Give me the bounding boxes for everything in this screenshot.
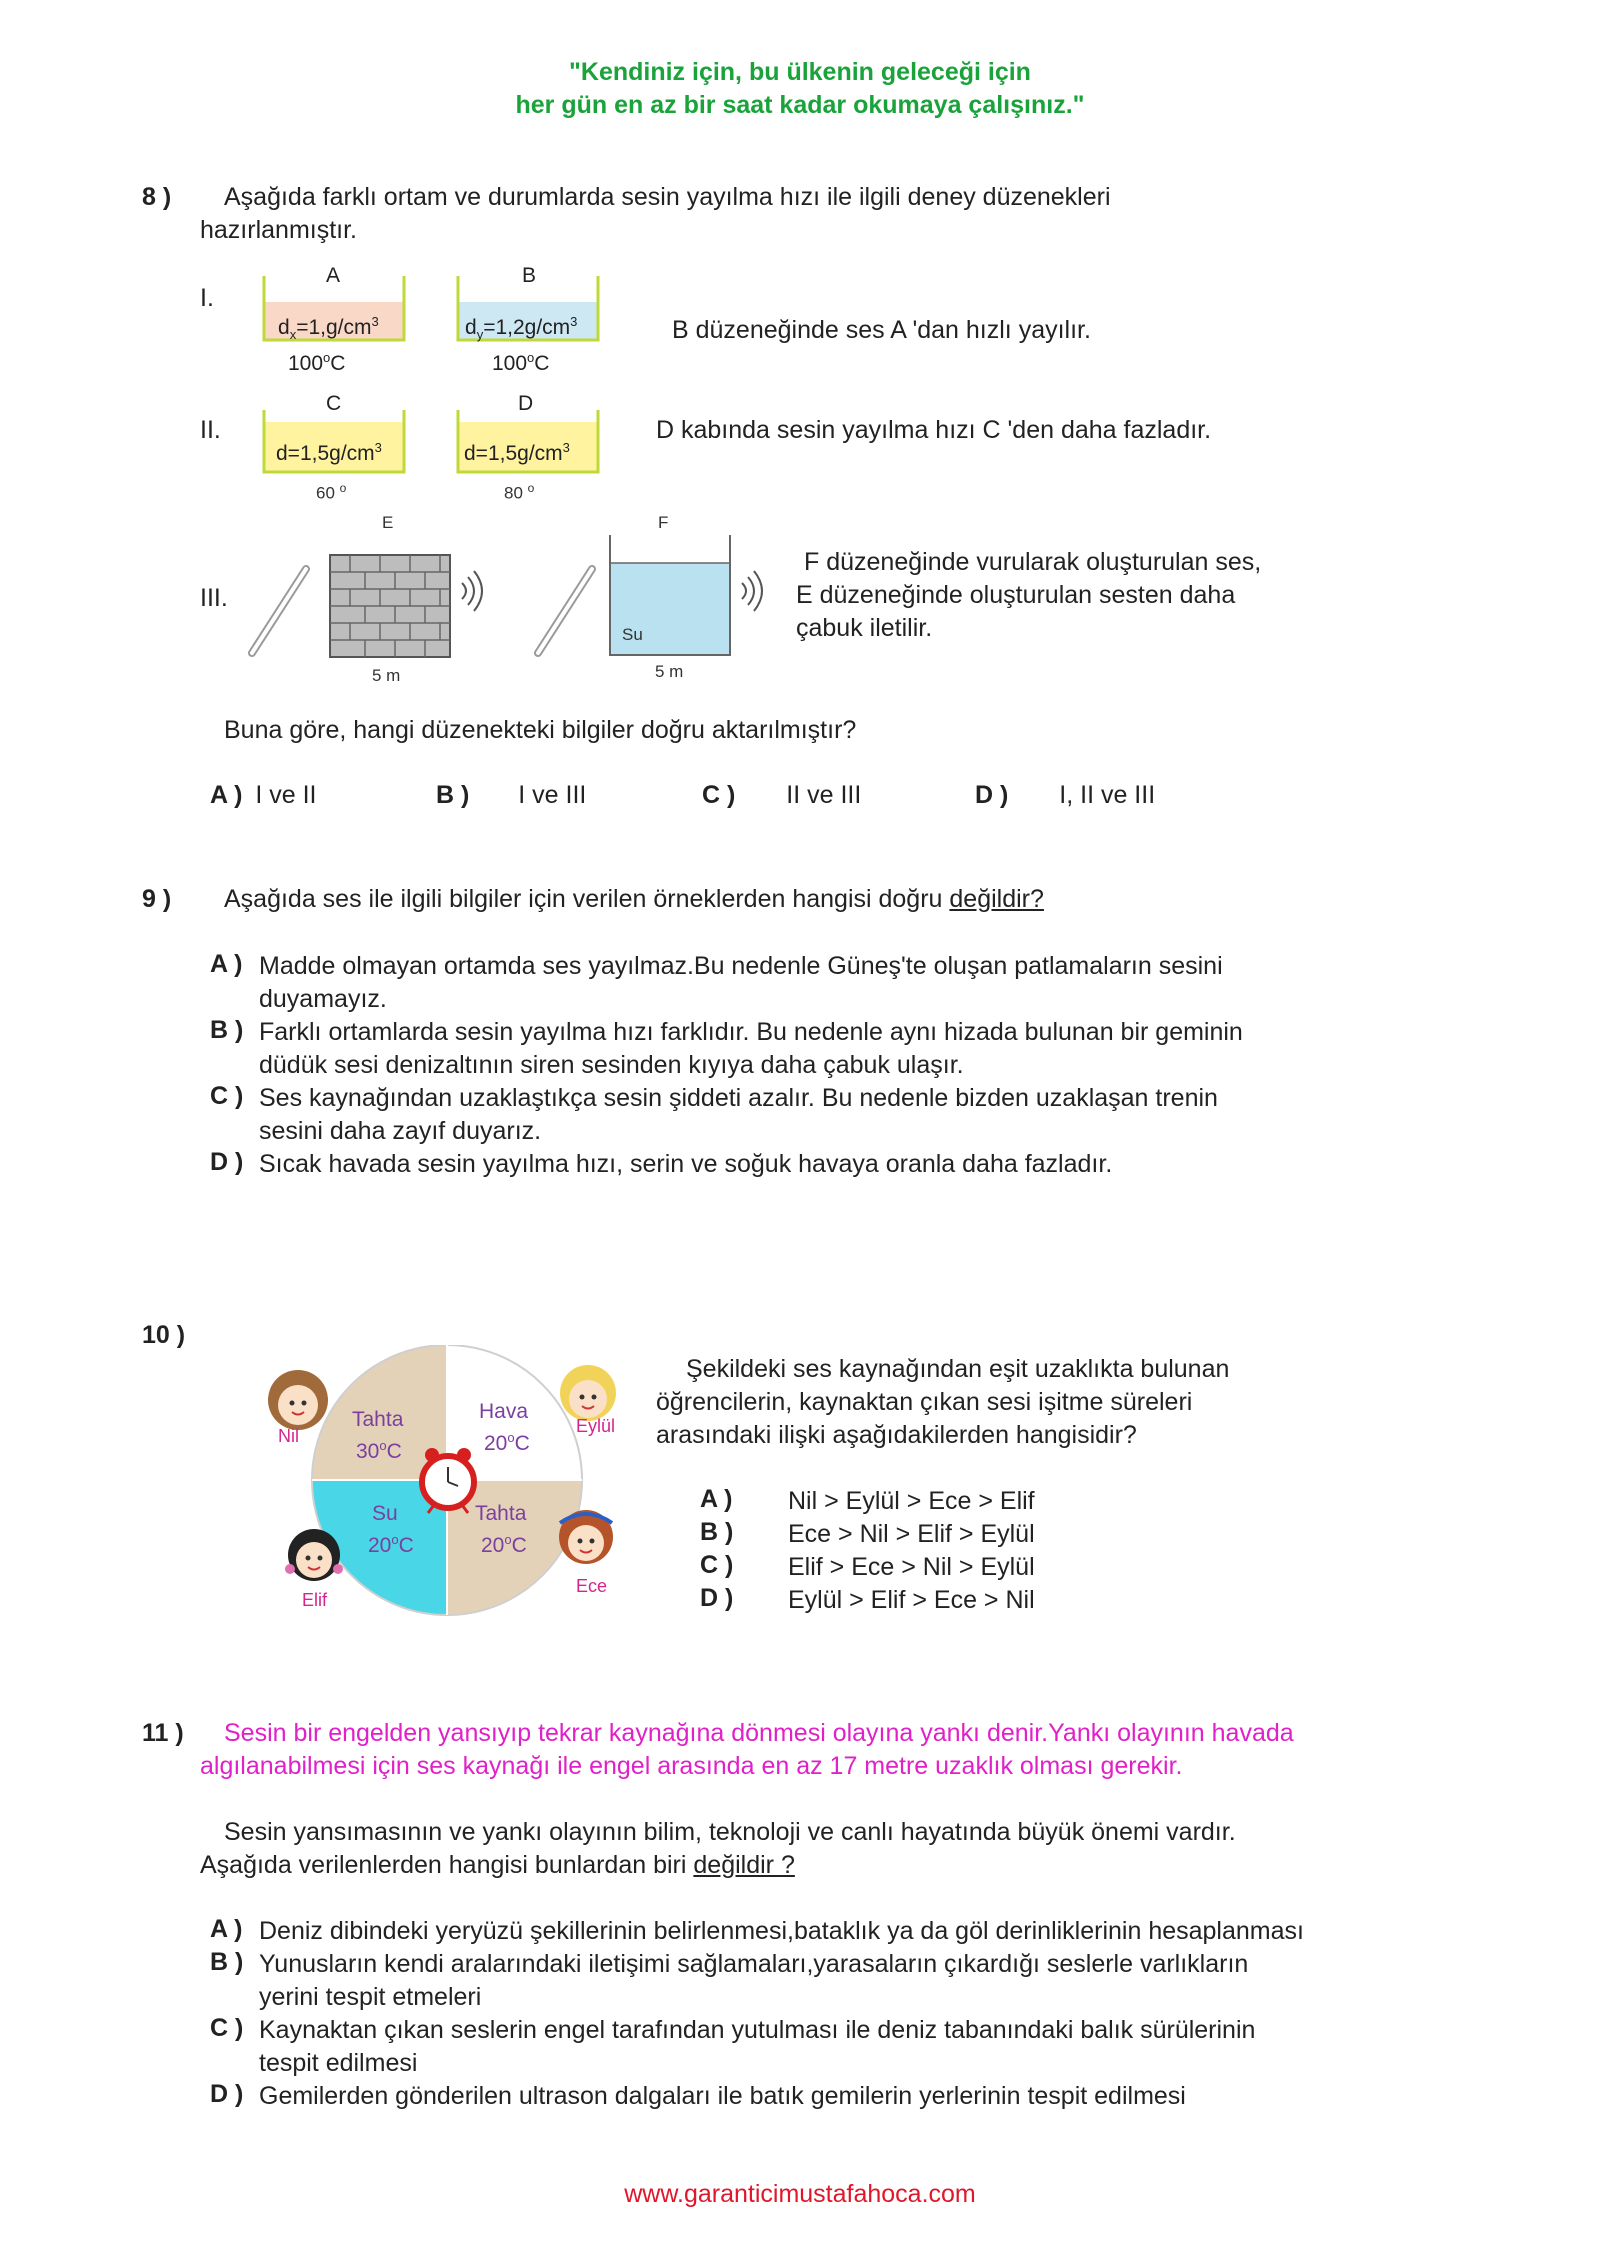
option-line-2: düdük sesi denizaltının siren sesinden kıyıya daha çabuk ulaşır. — [259, 1051, 964, 1079]
question-9-stem — [224, 883, 1044, 916]
option-label: A ) — [210, 1915, 243, 1943]
stem-underlined: değildir? — [949, 885, 1044, 913]
option-line-2: tespit edilmesi — [259, 2049, 418, 2077]
q8-option-a[interactable] — [210, 781, 317, 810]
question-11-stem-line-2 — [200, 1849, 795, 1882]
option-label: C ) — [210, 1082, 244, 1110]
mallet-e-icon — [252, 569, 306, 653]
quadrant-1-temp: 30$^o$C — [356, 1438, 402, 1463]
sound-waves-icon — [462, 571, 482, 611]
option-label: D ) — [975, 781, 1009, 809]
option-line-1: Farklı ortamlarda sesin yayılma hızı farklıdır. Bu nedenle aynı hizada bulunan bir geminin — [259, 1018, 1243, 1046]
question-11-info-line-2: algılanabilmesi için ses kaynağı ile engel arasında en az 17 metre uzaklık olması gerekir. — [200, 1752, 1183, 1780]
q10-option-a[interactable] — [700, 1485, 1200, 1518]
option-label: B ) — [700, 1518, 734, 1546]
q10-option-d[interactable] — [700, 1584, 1200, 1617]
row-1-statement: B düzeneğinde ses A 'dan hızlı yayılır. — [672, 316, 1091, 344]
row-2-statement: D kabında sesin yayılma hızı C 'den daha fazladır. — [656, 416, 1212, 444]
brick-wall-icon — [330, 555, 450, 657]
option-label: B ) — [436, 781, 470, 809]
row-3-statement-line-2: E düzeneğinde oluşturulan sesten daha — [796, 581, 1236, 609]
question-8-stem-line-1: Aşağıda farklı ortam ve durumlarda sesin yayılma hızı ile ilgili deney düzenekleri — [224, 183, 1111, 211]
row-1-roman: I. — [200, 284, 214, 312]
q8-option-d[interactable] — [975, 781, 1155, 810]
q10-figure — [250, 1345, 630, 1625]
question-11-stem-line-1: Sesin yansımasının ve yankı olayının bilim, teknoloji ve canlı hayatında büyük önemi vardır. — [224, 1818, 1236, 1846]
container-b-label: B — [522, 264, 537, 287]
q11-option-c[interactable] — [210, 2014, 1510, 2080]
question-10-stem-line-3: arasındaki ilişki aşağıdakilerden hangisidir? — [656, 1421, 1137, 1449]
mallet-f-icon — [538, 569, 592, 653]
option-label: A ) — [210, 950, 243, 978]
row-3-roman: III. — [200, 584, 228, 612]
question-10-stem-line-1: Şekildeki ses kaynağından eşit uzaklıkta bulunan — [686, 1355, 1230, 1383]
q10-option-b[interactable] — [700, 1518, 1200, 1551]
question-10-stem-line-2: öğrencilerin, kaynaktan çıkan sesi işitme süreleri — [656, 1388, 1193, 1416]
option-label: C ) — [210, 2014, 244, 2042]
student-nil-icon — [268, 1370, 328, 1430]
row-3-statement-line-1: F düzeneğinde vurularak oluşturulan ses, — [804, 548, 1262, 576]
container-a-temp: 100$^o$C — [288, 350, 346, 375]
stem-text: Aşağıda ses ile ilgili bilgiler için verilen örneklerden hangisi doğru — [224, 885, 943, 913]
student-ece-label: Ece — [576, 1576, 608, 1596]
option-label: C ) — [700, 1551, 734, 1579]
setup-e-length: 5 m — [372, 666, 401, 685]
option-text: II ve III — [786, 781, 862, 809]
quadrant-2-name: Hava — [479, 1400, 529, 1423]
q9-options — [210, 950, 1410, 1181]
quadrant-3-name: Su — [372, 1502, 398, 1525]
option-text: Eylül > Elif > Ece > Nil — [788, 1586, 1035, 1614]
option-line-1: Deniz dibindeki yeryüzü şekillerinin belirlenmesi,bataklık ya da göl derinliklerinin hesaplanması — [259, 1917, 1304, 1945]
q11-options — [210, 1915, 1510, 2113]
student-ece-icon — [559, 1510, 613, 1564]
question-8-stem-line-2: hazırlanmıştır. — [200, 216, 357, 244]
q8-option-c[interactable] — [702, 781, 861, 810]
option-text: Elif > Ece > Nil > Eylül — [788, 1553, 1035, 1581]
option-line-1: Sıcak havada sesin yayılma hızı, serin ve soğuk havaya oranla daha fazladır. — [259, 1150, 1113, 1178]
quadrant-3-temp: 20$^o$C — [368, 1532, 414, 1557]
setup-f-label: F — [658, 513, 669, 532]
container-d-temp: 80 $^o$ — [504, 481, 535, 503]
container-b-density: $d_y=1,2g/cm^3$ — [465, 314, 578, 343]
question-11-number: 11 ) — [142, 1719, 184, 1747]
row-2-roman: II. — [200, 416, 221, 444]
container-c-density: $d=1,5g/cm^3$ — [276, 440, 382, 465]
question-11-info-line-1: Sesin bir engelden yansıyıp tekrar kaynağına dönmesi olayına yankı denir.Yankı olayının havada — [224, 1719, 1294, 1747]
quadrant-4-temp: 20$^o$C — [481, 1532, 527, 1557]
q9-option-d[interactable] — [210, 1148, 1410, 1181]
option-text: Ece > Nil > Elif > Eylül — [788, 1520, 1035, 1548]
option-line-1: Gemilerden gönderilen ultrason dalgaları ile batık gemilerin yerlerinin tespit edilmesi — [259, 2082, 1186, 2110]
option-line-1: Ses kaynağından uzaklaştıkça sesin şiddeti azalır. Bu nedenle bizden uzaklaşan trenin — [259, 1084, 1218, 1112]
q9-option-b[interactable] — [210, 1016, 1410, 1082]
q11-option-b[interactable] — [210, 1948, 1510, 2014]
container-c-label: C — [326, 392, 342, 415]
option-line-1: Madde olmayan ortamda ses yayılmaz.Bu nedenle Güneş'te oluşan patlamaların sesini — [259, 952, 1223, 980]
header-line-1: "Kendiniz için, bu ülkenin geleceği için — [569, 58, 1031, 86]
container-b-temp: 100$^o$C — [492, 350, 550, 375]
option-text: Nil > Eylül > Ece > Elif — [788, 1487, 1035, 1515]
option-label: D ) — [700, 1584, 734, 1612]
question-9-number: 9 ) — [142, 885, 172, 913]
q9-option-a[interactable] — [210, 950, 1410, 1016]
footer-url[interactable]: www.garanticimustafahoca.com — [624, 2180, 976, 2208]
option-text: I ve III — [518, 781, 587, 809]
quadrant-4-name: Tahta — [475, 1502, 527, 1525]
q10-option-c[interactable] — [700, 1551, 1200, 1584]
option-text: I, II ve III — [1059, 781, 1156, 809]
option-line-2: yerini tespit etmeleri — [259, 1983, 482, 2011]
option-line-2: duyamayız. — [259, 985, 387, 1013]
option-line-1: Kaynaktan çıkan seslerin engel tarafından yutulması ile deniz tabanındaki balık sürülerinin — [259, 2016, 1256, 2044]
quadrant-2-temp: 20$^o$C — [484, 1430, 530, 1455]
option-label: D ) — [210, 1148, 244, 1176]
student-eylul-label: Eylül — [576, 1416, 616, 1436]
question-10-number: 10 ) — [142, 1321, 186, 1349]
student-elif-label: Elif — [302, 1590, 328, 1610]
q8-option-b[interactable] — [436, 781, 586, 810]
option-label: C ) — [702, 781, 736, 809]
option-label: D ) — [210, 2080, 244, 2108]
row-3-statement-line-3: çabuk iletilir. — [796, 614, 933, 642]
q10-options — [700, 1485, 1200, 1617]
container-a-label: A — [326, 264, 341, 287]
container-a-density: $d_x=1,g/cm^3$ — [278, 314, 379, 343]
student-nil-label: Nil — [278, 1426, 299, 1446]
container-c-temp: 60 $^o$ — [316, 481, 347, 503]
student-eylul-icon — [560, 1365, 616, 1421]
stem-text: Aşağıda verilenlerden hangisi bunlardan biri — [200, 1851, 687, 1879]
option-label: B ) — [210, 1016, 244, 1044]
setup-e-label: E — [382, 513, 394, 532]
option-line-1: Yunusların kendi aralarındaki iletişimi sağlamaları,yarasaların çıkardığı seslerle varlıkların — [259, 1950, 1249, 1978]
q11-option-d[interactable] — [210, 2080, 1510, 2113]
alarm-clock-icon — [422, 1448, 474, 1513]
question-8-number: 8 ) — [142, 183, 172, 211]
container-d-density: $d=1,5g/cm^3$ — [464, 440, 570, 465]
row-3-figure — [240, 525, 780, 665]
option-line-2: sesini daha zayıf duyarız. — [259, 1117, 542, 1145]
quadrant-1-name: Tahta — [352, 1408, 404, 1431]
option-text: I ve II — [255, 781, 317, 809]
option-label: A ) — [700, 1485, 733, 1513]
header-line-2: her gün en az bir saat kadar okumaya çalışınız." — [515, 91, 1085, 119]
sound-waves-icon — [742, 571, 762, 611]
container-d-label: D — [518, 392, 534, 415]
setup-f-length: 5 m — [655, 662, 684, 681]
stem-underlined: değildir ? — [693, 1851, 795, 1879]
q9-option-c[interactable] — [210, 1082, 1410, 1148]
option-label: A ) — [210, 781, 243, 809]
tank-medium-label: Su — [622, 625, 643, 644]
q11-option-a[interactable] — [210, 1915, 1510, 1948]
question-8-prompt: Buna göre, hangi düzenekteki bilgiler doğru aktarılmıştır? — [224, 716, 857, 744]
option-label: B ) — [210, 1948, 244, 1976]
